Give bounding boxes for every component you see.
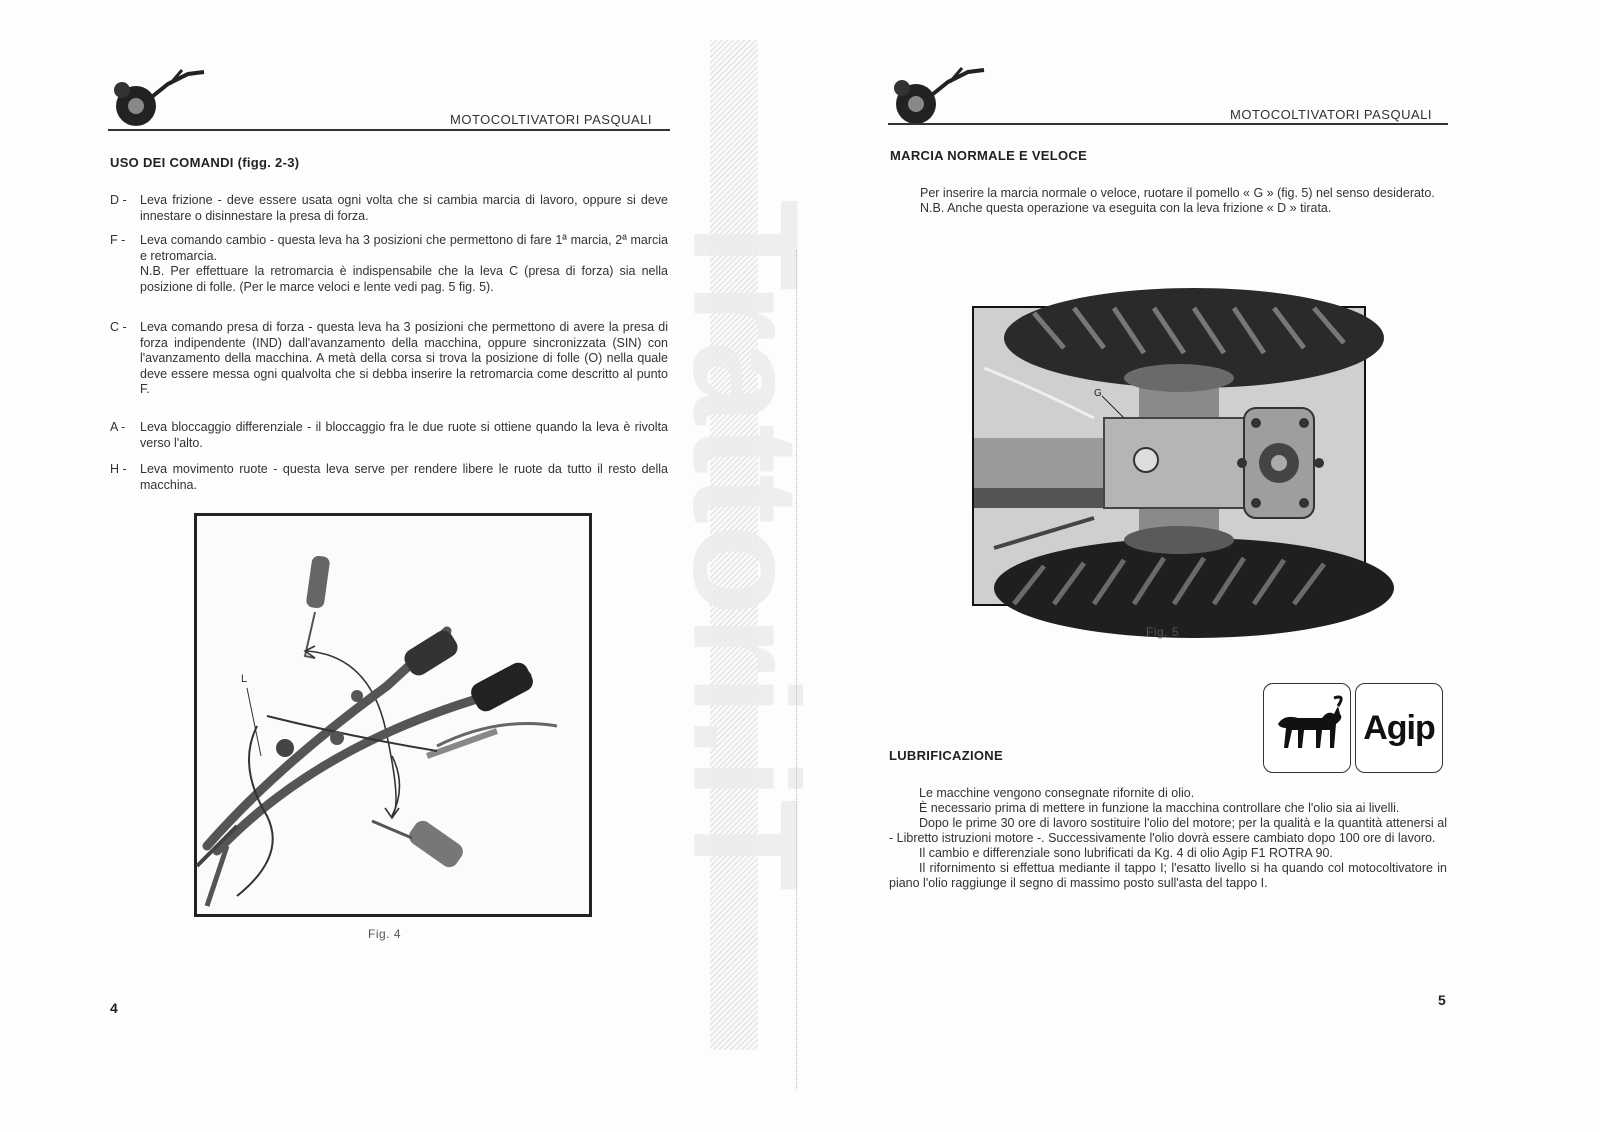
- tiller-logo-icon: [888, 60, 988, 130]
- figure-4-caption: Fig. 4: [368, 927, 402, 941]
- section-heading-uso-comandi: USO DEI COMANDI (figg. 2-3): [110, 155, 300, 170]
- agip-wordmark-text: Agip: [1363, 708, 1435, 747]
- item-key: D -: [110, 193, 127, 207]
- figure-5-gearbox-photo: [972, 306, 1366, 606]
- paragraph: N.B. Anche questa operazione va eseguita con la leva frizione « D » tirata.: [920, 201, 1332, 215]
- list-item: [110, 420, 668, 451]
- paragraph: Le macchine vengono consegnate rifornite di olio.: [919, 786, 1195, 800]
- header-title: MOTOCOLTIVATORI PASQUALI: [1230, 107, 1432, 122]
- tiller-logo-icon: [108, 62, 208, 132]
- photo-label-g: G: [1094, 388, 1102, 399]
- list-item: [110, 462, 668, 493]
- six-legged-dog-icon: [1264, 684, 1350, 772]
- paragraph: Il rifornimento si effettua mediante il tappo I; l'esatto livello si ha quando col motocoltivatore in piano l'olio raggiunge il segno di massimo posto sull'asta del tappo I.: [889, 861, 1447, 890]
- watermark-text: Trattori.iT: [662, 199, 831, 891]
- section-heading-lubrificazione: LUBRIFICAZIONE: [889, 748, 1003, 763]
- item-note: N.B. Per effettuare la retromarcia è indispensabile che la leva C (presa di forza) sia nella posizione di folle. (Per le marce veloci e lente vedi pag. 5 fig. 5).: [140, 264, 668, 294]
- right-page: [800, 0, 1600, 1132]
- paragraph: Il cambio e differenziale sono lubrificati da Kg. 4 di olio Agip F1 ROTRA 90.: [919, 846, 1333, 860]
- header-rule: [888, 123, 1448, 125]
- paragraph: È necessario prima di mettere in funzione la macchina controllare che l'olio sia ai livelli.: [919, 801, 1400, 815]
- item-key: A -: [110, 420, 126, 434]
- item-text: Leva bloccaggio differenziale - il bloccaggio fra le due ruote si ottiene quando la leva è rivolta verso l'alto.: [140, 420, 668, 450]
- handlebar-illustration: [197, 516, 589, 914]
- trattori-watermark: [662, 40, 831, 1050]
- paragraph: Per inserire la marcia normale o veloce, ruotare il pomello « G » (fig. 5) nel senso desiderato.: [920, 186, 1435, 200]
- page-number-right: 5: [1438, 992, 1446, 1008]
- item-text: Leva frizione - deve essere usata ogni volta che si cambia marcia di lavoro, oppure si deve innestare o disinnestare la presa di forza.: [140, 193, 668, 223]
- item-text: Leva movimento ruote - questa leva serve per rendere libere le ruote da tutto il resto della macchina.: [140, 462, 668, 492]
- list-item: [110, 193, 668, 224]
- marcia-paragraphs: [890, 186, 1448, 216]
- list-item: [110, 233, 668, 295]
- figure-5-caption: Fig. 5: [1146, 625, 1180, 639]
- list-item: [110, 320, 668, 398]
- figure-4-handlebar-diagram: [194, 513, 592, 917]
- gearbox-photo-illustration: [974, 308, 1364, 604]
- header-rule: [108, 129, 670, 131]
- page-number-left: 4: [110, 1000, 118, 1016]
- figure-label-l: L: [241, 673, 248, 685]
- lubrificazione-paragraphs: [889, 786, 1447, 891]
- page-fold: [796, 250, 798, 1090]
- section-heading-marcia: MARCIA NORMALE E VELOCE: [890, 148, 1088, 163]
- item-key: F -: [110, 233, 126, 247]
- item-key: C -: [110, 320, 127, 334]
- item-text: Leva comando presa di forza - questa leva ha 3 posizioni che permettono di avere la presa di forza indipendente (IND) dall'avanzamento della macchina, oppure sincronizzata (SIN) con l'avanzamento della macchina. A metà della corsa si trova la posizione di folle (O) nella quale deve essere messa ogni qualvolta che si debba inserire la retromarcia come descritto al punto F.: [140, 320, 668, 396]
- agip-wordmark-logo: [1355, 683, 1443, 773]
- paragraph: Dopo le prime 30 ore di lavoro sostituire l'olio del motore; per la qualità e la quantità attenersi al - Libretto istruzioni motore -. Successivamente l'olio dovrà essere cambiato dopo 100 ore di lavoro.: [889, 816, 1447, 845]
- agip-dog-logo: [1263, 683, 1351, 773]
- item-text: Leva comando cambio - questa leva ha 3 posizioni che permettono di fare 1ª marcia, 2ª marcia e retromarcia.: [140, 233, 668, 263]
- item-key: H -: [110, 462, 127, 476]
- header-title: MOTOCOLTIVATORI PASQUALI: [450, 112, 652, 127]
